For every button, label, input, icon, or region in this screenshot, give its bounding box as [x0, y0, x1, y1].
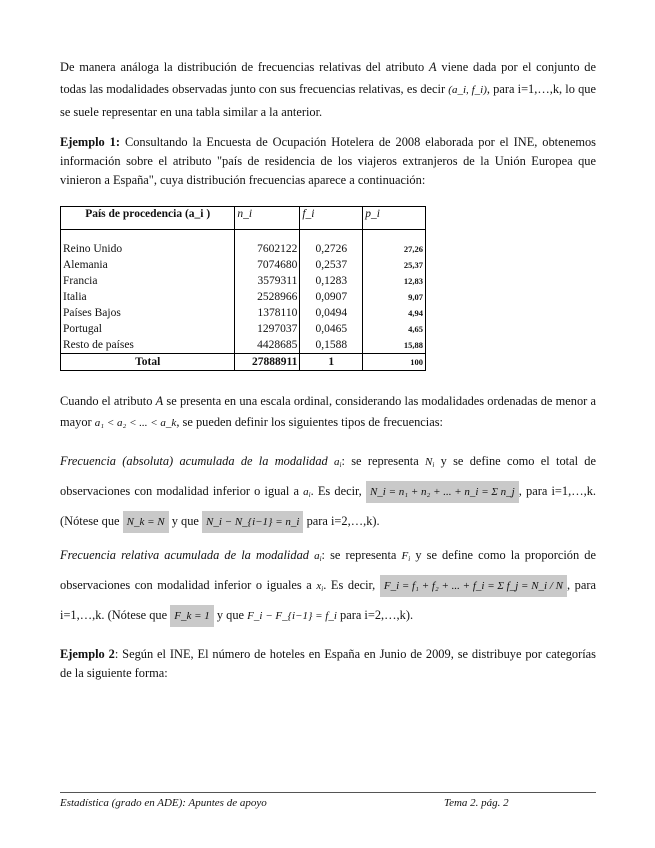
cell-ni: 1297037	[235, 321, 300, 337]
header-ni: n_i	[235, 207, 300, 230]
footer-left: Estadística (grado en ADE): Apuntes de apoyo	[60, 797, 267, 809]
cell-fi: 0,0907	[300, 289, 363, 305]
text: De manera análoga la distribución de frecuencias relativas del atributo	[60, 60, 425, 74]
formula-box: N_k = N	[123, 511, 169, 533]
paragraph-relative-distribution	[60, 56, 596, 123]
cell-pi: 25,37	[363, 257, 426, 273]
cell-ni: 1378110	[235, 305, 300, 321]
variable: A	[155, 394, 164, 408]
cell-fi: 0,2726	[300, 241, 363, 257]
text: se presenta en una escala ordinal, considerando las modalidades ordenadas de menor a mayor	[60, 394, 596, 429]
variable: A	[429, 60, 437, 74]
text: : se representa	[321, 548, 397, 562]
cell-ni: 2528966	[235, 289, 300, 305]
definition-title: Frecuencia relativa acumulada de la modalidad	[60, 548, 309, 562]
cell-country: Resto de países	[61, 337, 235, 354]
cell-fi: 0,0494	[300, 305, 363, 321]
formula: $a_i$	[334, 456, 342, 469]
document-page	[60, 56, 596, 683]
text: : Según el INE, El número de hoteles en España en Junio de 2009, se distribuye por categorías de la siguiente forma:	[60, 647, 596, 680]
formula-box: N_i = n₁ + n₂ + ... + n_i = Σ n_j	[366, 481, 519, 503]
cell-fi: 0,1588	[300, 337, 363, 354]
text: , para i=1,…,k. (Nótese que	[60, 484, 596, 528]
cell-total-label: Total	[61, 354, 235, 371]
cell-country: Reino Unido	[61, 241, 235, 257]
formula: a₁ < a₂ < ... < a_k	[94, 417, 177, 429]
cell-ni: 7602122	[235, 241, 300, 257]
table-gap-row	[61, 230, 426, 242]
text: . Es decir,	[310, 484, 362, 498]
table-row	[61, 257, 426, 273]
cell-pi: 27,26	[363, 241, 426, 257]
text: y se define como el total de observaciones con modalidad inferior o igual a	[60, 454, 597, 498]
paragraph-example-2	[60, 645, 596, 683]
formula: $x_i$	[316, 580, 324, 593]
cell-country: Alemania	[61, 257, 235, 273]
table-row	[61, 305, 426, 321]
cell-pi: 15,88	[363, 337, 426, 354]
text: . Es decir,	[323, 578, 376, 592]
formula: $F_i$	[401, 550, 411, 563]
cell-pi: 4,94	[363, 305, 426, 321]
text: , para i=1,…,k. (Nótese que	[60, 578, 596, 622]
frequency-table	[60, 206, 426, 371]
cell-fi: 0,2537	[300, 257, 363, 273]
cell-total-ni: 27888911	[235, 354, 300, 371]
cell-country: Portugal	[61, 321, 235, 337]
text: para i=2,…,k).	[340, 608, 414, 622]
paragraph-absolute-cumulative	[60, 448, 596, 534]
cell-total-pi: 100	[363, 354, 426, 371]
cell-country: Italia	[61, 289, 235, 305]
text: , se pueden definir los siguientes tipos de frecuencias:	[176, 415, 443, 429]
text: para i=2,…,k).	[306, 514, 380, 528]
paragraph-relative-cumulative	[60, 542, 596, 629]
text: , para i=1,…,k, lo que se suele representar en una tabla similar a la anterior.	[60, 82, 597, 119]
cell-ni: 4428685	[235, 337, 300, 354]
table-row	[61, 289, 426, 305]
table-row	[61, 241, 426, 257]
formula: $a_i$	[303, 486, 311, 499]
formula: (a_i, f_i)	[448, 84, 487, 96]
page-footer	[60, 792, 596, 809]
formula-box: F_k = 1	[170, 605, 214, 627]
table-row	[61, 273, 426, 289]
formula: $a_i$	[314, 550, 322, 563]
example-label: Ejemplo 1:	[60, 135, 120, 149]
cell-pi: 12,83	[363, 273, 426, 289]
formula: $N_i$	[425, 456, 435, 469]
text: Consultando la Encuesta de Ocupación Hotelera de 2008 elaborada por el INE, obtenemos información sobre el atributo "país de residencia de los viajeros extranjeros de la Unión Europea que vinieron a España", cuya distribución frecuencias aparece a continuación:	[60, 135, 596, 187]
cell-fi: 0,1283	[300, 273, 363, 289]
cell-country: Países Bajos	[61, 305, 235, 321]
text: y que	[216, 608, 245, 622]
text: y que	[171, 514, 199, 528]
text: y se define como la proporción de observaciones con modalidad inferior o iguales a	[60, 548, 596, 592]
formula-box: F_i = f₁ + f₂ + ... + f_i = Σ f_j = N_i / N	[380, 575, 567, 597]
formula-box: N_i − N_{i−1} = n_i	[202, 511, 303, 533]
table-row	[61, 337, 426, 354]
table-total-row	[61, 354, 426, 371]
header-fi: f_i	[300, 207, 363, 230]
text: viene dada por el conjunto de todas las modalidades observadas junto con sus frecuencias relativas, es decir	[60, 60, 596, 96]
header-pi: p_i	[363, 207, 426, 230]
table-row	[61, 321, 426, 337]
example-label: Ejemplo 2	[60, 647, 115, 661]
cell-ni: 3579311	[235, 273, 300, 289]
definition-title: Frecuencia (absoluta) acumulada de la modalidad	[60, 454, 328, 468]
cell-ni: 7074680	[235, 257, 300, 273]
text: : se representa	[341, 454, 419, 468]
formula: F_i − F_{i−1} = f_i	[247, 610, 337, 622]
paragraph-example-1	[60, 133, 596, 190]
paragraph-ordinal	[60, 391, 596, 434]
cell-pi: 9,07	[363, 289, 426, 305]
table-header-row	[61, 207, 426, 230]
cell-country: Francia	[61, 273, 235, 289]
text: Cuando el atributo	[60, 394, 153, 408]
cell-total-fi: 1	[300, 354, 363, 371]
cell-fi: 0,0465	[300, 321, 363, 337]
header-country: País de procedencia (a_i )	[61, 207, 235, 230]
cell-pi: 4,65	[363, 321, 426, 337]
footer-page-number: Tema 2. pág. 2	[444, 797, 509, 809]
